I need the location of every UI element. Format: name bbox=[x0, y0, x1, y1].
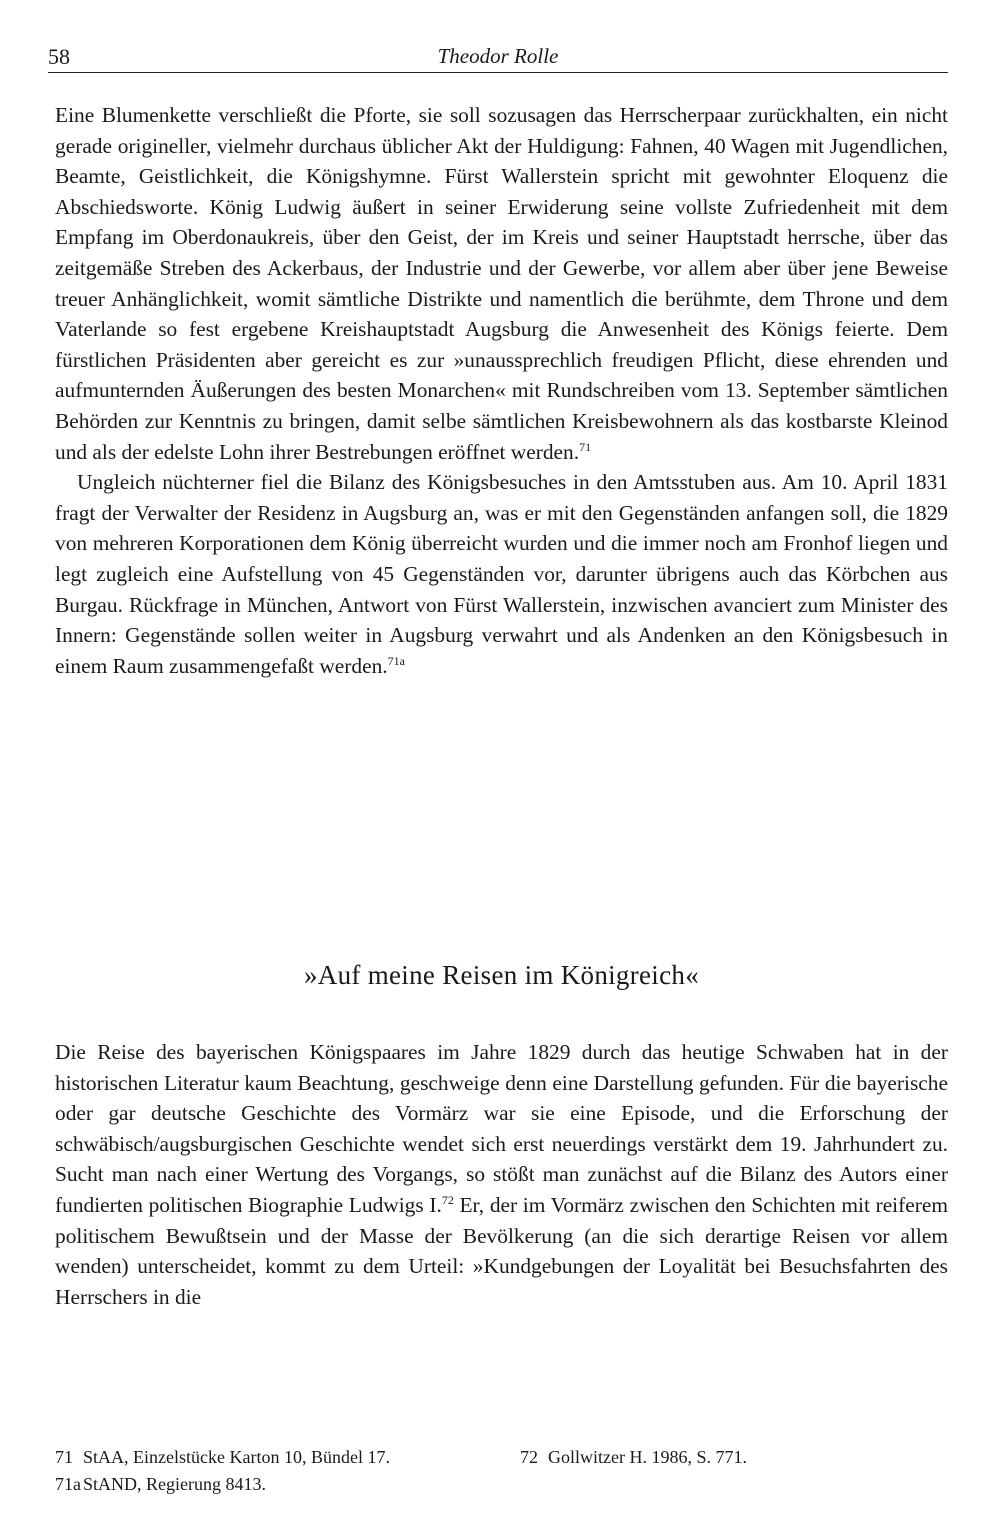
footnote-text: StAND, Regierung 8413. bbox=[83, 1474, 266, 1494]
footnote-ref-71a[interactable]: 71a bbox=[387, 653, 405, 668]
footnote-71 bbox=[55, 1444, 520, 1471]
paragraph-3-text-a: Die Reise des bayerischen Königspaares im Jahre 1829 durch das heutige Schwaben hat in der historischen Literatur kaum Beachtung, geschweige denn eine Darstellung gefunden. Für die bayerische oder gar deutsche Geschichte des Vormärz war sie eine Episode, und die Erforschung der schwäbisch/augsburgischen Geschichte wendet sich erst neuerdings verstärkt dem 19. Jahrhundert zu. Sucht man nach einer Wertung des Vorgangs, so stößt man zunächst auf die Bilanz des Autors einer fundierten politischen Biographie Ludwigs I. bbox=[55, 1040, 948, 1217]
footnote-number: 71 bbox=[55, 1447, 73, 1467]
footnote-71a bbox=[55, 1471, 266, 1498]
paragraph-2 bbox=[55, 467, 948, 681]
footnote-number: 72 bbox=[520, 1447, 538, 1467]
running-head bbox=[48, 40, 948, 73]
text-block-after-heading bbox=[55, 1037, 948, 1312]
paragraph-3 bbox=[55, 1037, 948, 1312]
footnote-number: 71a bbox=[55, 1474, 81, 1494]
footnote-ref-71[interactable]: 71 bbox=[579, 439, 592, 454]
running-title: Theodor Rolle bbox=[437, 44, 559, 68]
footnote-text: StAA, Einzelstücke Karton 10, Bündel 17. bbox=[83, 1447, 390, 1467]
footnote-text: Gollwitzer H. 1986, S. 771. bbox=[548, 1447, 747, 1467]
paragraph-2-text: Ungleich nüchterner fiel die Bilanz des Königsbesuches in den Amtsstuben aus. Am 10. April 1831 fragt der Verwalter der Residenz in Augsburg an, was er mit den Gegenständen anfangen soll, die 1829 von mehreren Korporationen dem König überreicht wurden und die immer noch am Fronhof liegen und legt zugleich eine Aufstellung von 45 Gegenständen vor, darunter übrigens auch das Körbchen aus Burgau. Rückfrage in München, Antwort von Fürst Wallerstein, inzwischen avanciert zum Minister des Innern: Gegenstände sollen weiter in Augsburg verwahrt und als Andenken an den Königsbesuch in einem Raum zusammengefaßt werden. bbox=[55, 470, 948, 678]
text-block-before-heading bbox=[55, 100, 948, 681]
footnote-row bbox=[55, 1471, 948, 1498]
paragraph-1-text: Eine Blumenkette verschließt die Pforte, sie soll sozusagen das Herrscherpaar zurückhalten, ein nicht gerade origineller, vielmehr durchaus üblicher Akt der Huldigung: Fahnen, 40 Wagen mit Jugendlichen, Beamte, Geistlichkeit, die Königshymne. Fürst Wallerstein spricht mit gewohnter Eloquenz die Abschiedsworte. König Ludwig äußert in seiner Erwiderung seine vollste Zufriedenheit mit dem Empfang im Oberdonaukreis, über den Geist, der im Kreis und seiner Hauptstadt herrsche, über das zeitgemäße Streben des Ackerbaus, der Industrie und der Gewerbe, vor allem aber über jene Beweise treuer Anhänglichkeit, womit sämtliche Distrikte und namentlich die berühmte, dem Throne und dem Vaterlande so fest ergebene Kreishauptstadt Augsburg die Anwesenheit des Königs feierte. Dem fürstlichen Präsidenten aber gereicht es zur »unaussprechlich freudigen Pflicht, diese ehrenden und aufmunternden Äußerungen des besten Monarchen« mit Rundschreiben vom 13. September sämtlichen Behörden zur Kenntnis zu bringen, damit selbe sämtlichen Kreisbewohnern als das kostbarste Kleinod und als der edelste Lohn ihrer Bestrebungen eröffnet werden. bbox=[55, 103, 948, 464]
page-number: 58 bbox=[48, 44, 70, 69]
paragraph-1 bbox=[55, 100, 948, 467]
section-heading: »Auf meine Reisen im Königreich« bbox=[303, 960, 699, 990]
paragraph-3-text-b: Er, der im Vormärz zwischen den Schichten mit reiferem politischem Bewußtsein und der Masse der Bevölkerung (an die sich derartige Reisen vor allem wenden) unterscheidet, kommt zu dem Urteil: »Kundgebungen der Loyalität bei Besuchsfahrten des Herrschers in die bbox=[55, 1192, 949, 1309]
footnotes bbox=[55, 1444, 948, 1498]
footnote-row bbox=[55, 1444, 948, 1471]
footnote-ref-72[interactable]: 72 bbox=[441, 1192, 454, 1207]
footnote-72 bbox=[520, 1444, 747, 1471]
